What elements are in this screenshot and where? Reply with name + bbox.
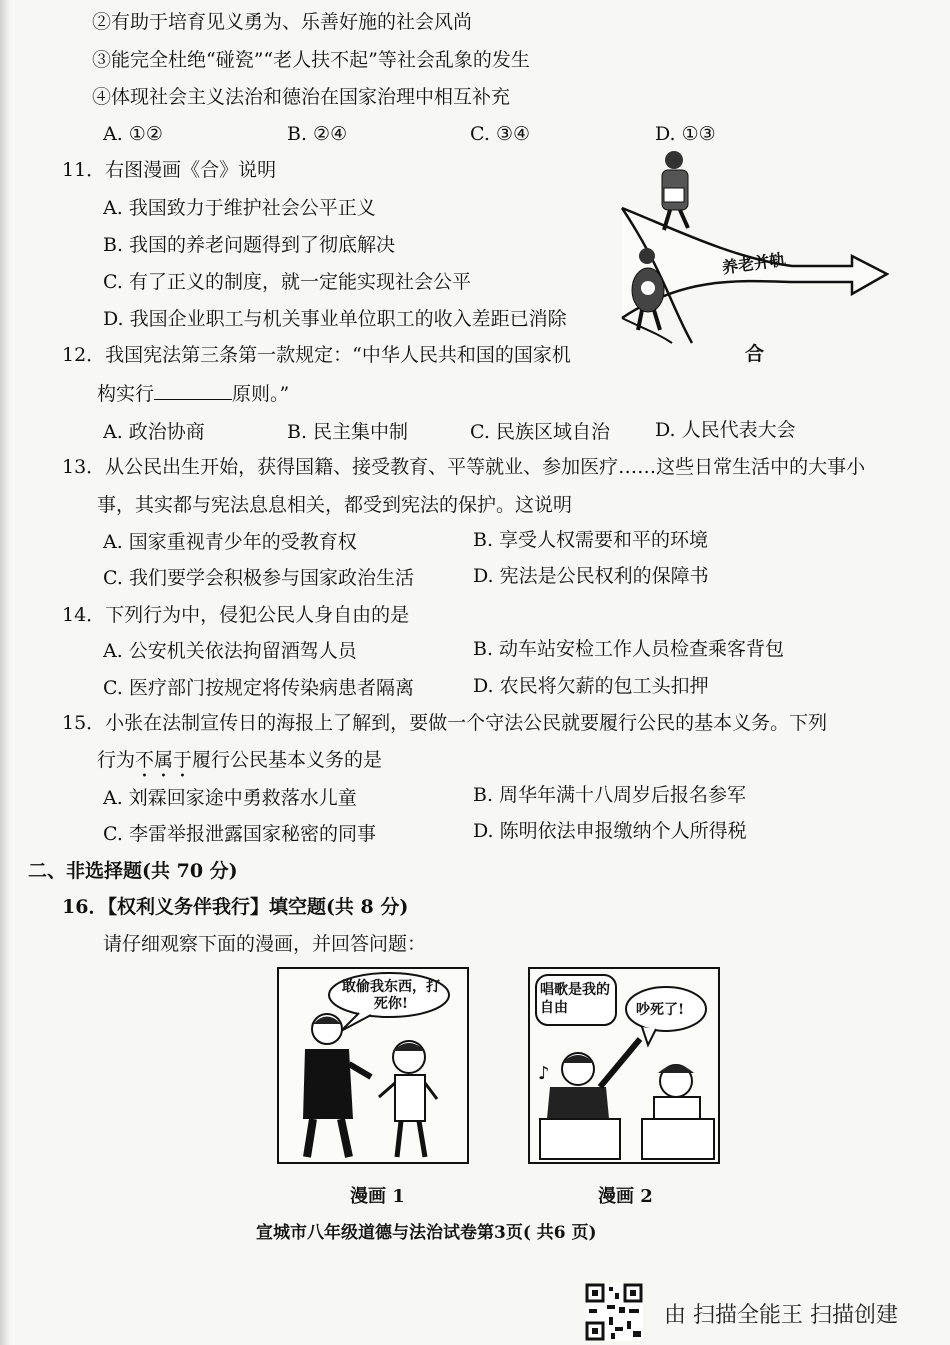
comic-2-speech-bubble-left: 唱歌是我的自由 (540, 982, 610, 1016)
q14-option-a: A. 公安机关依法拘留酒驾人员 (103, 640, 357, 662)
q11-option-a: A. 我国致力于维护社会公平正义 (103, 197, 376, 219)
scan-edge-shadow (0, 0, 10, 1345)
section-2-title: 二、非选择题(共 70 分) (28, 860, 238, 882)
q14-option-b: B. 动车站安检工作人员检查乘客背包 (473, 638, 785, 660)
q13-option-c: C. 我们要学会积极参与国家政治生活 (103, 567, 414, 589)
q14-option-c: C. 医疗部门按规定将传染病患者隔离 (103, 677, 414, 699)
q13-option-d: D. 宪法是公民权利的保障书 (473, 565, 709, 587)
q11-cartoon-he (612, 148, 902, 348)
q10-item-4: ④体现社会主义法治和德治在国家治理中相互补充 (92, 86, 511, 108)
q11-cartoon-title: 合 (745, 343, 765, 365)
q10-option-c: C. ③④ (470, 123, 531, 145)
q13-option-a: A. 国家重视青少年的受教育权 (103, 531, 357, 553)
q15-stem-part1: 行为 (97, 749, 136, 771)
q14-stem: 14．下列行为中，侵犯公民人身自由的是 (62, 604, 410, 626)
q14-option-d: D. 农民将欠薪的包工头扣押 (473, 675, 709, 697)
q10-item-2: ②有助于培育见义勇为、乐善好施的社会风尚 (92, 11, 473, 33)
q12-option-b: B. 民主集中制 (287, 421, 409, 443)
q11-option-b: B. 我国的养老问题得到了彻底解决 (103, 234, 396, 256)
qr-code-icon (585, 1283, 643, 1341)
q15-option-a: A. 刘霖回家途中勇救落水儿童 (103, 787, 357, 809)
q11-option-c: C. 有了正义的制度，就一定能实现社会公平 (103, 271, 471, 293)
q12-stem-before-blank: 构实行 (97, 383, 155, 405)
q11-option-d: D. 我国企业职工与机关事业单位职工的收入差距已消除 (103, 308, 567, 330)
q11-cartoon-arrow-text: 养老并轨 (720, 249, 787, 278)
comic-1-speech-bubble: 敢偷我东西，打死你! (342, 979, 440, 1012)
q16-title: 16．【权利义务伴我行】填空题(共 8 分) (62, 896, 409, 918)
comic-1-caption: 漫画 1 (350, 1186, 405, 1207)
comic-2 (528, 967, 720, 1164)
q10-item-3: ③能完全杜绝“碰瓷”“老人扶不起”等社会乱象的发生 (92, 49, 530, 71)
q15-emphasis-not: 不属于 (135, 749, 193, 771)
q16-instruction: 请仔细观察下面的漫画，并回答问题： (103, 933, 427, 955)
svg-text:♪: ♪ (538, 1063, 550, 1084)
q12-answer-blank (154, 381, 232, 400)
q11-stem: 11．右图漫画《合》说明 (62, 159, 277, 181)
q12-option-d: D. 人民代表大会 (655, 419, 796, 441)
q10-option-d: D. ①③ (655, 123, 716, 145)
q13-option-b: B. 享受人权需要和平的环境 (473, 529, 709, 551)
q12-stem-line2 (97, 381, 289, 406)
q12-stem-line1: 12．我国宪法第三条第一款规定：“中华人民共和国的国家机 (62, 344, 571, 366)
q10-option-a: A. ①② (103, 123, 163, 145)
q13-stem-line2: 事，其实都与宪法息息相关，都受到宪法的保护。这说明 (97, 494, 573, 516)
q15-option-b: B. 周华年满十八周岁后报名参军 (473, 784, 747, 806)
comic-2-caption: 漫画 2 (598, 1186, 653, 1207)
q12-option-c: C. 民族区域自治 (470, 421, 610, 443)
q15-stem-line2 (97, 748, 382, 782)
scanner-watermark: 由 扫描全能王 扫描创建 (664, 1303, 898, 1328)
q15-option-c: C. 李雷举报泄露国家秘密的同事 (103, 823, 376, 845)
q13-stem-line1: 13．从公民出生开始，获得国籍、接受教育、平等就业、参加医疗……这些日常生活中的大事小 (62, 456, 866, 478)
q15-stem-part2: 履行公民基本义务的是 (192, 749, 383, 771)
q12-option-a: A. 政治协商 (103, 421, 205, 443)
comic-2-speech-bubble-right: 吵死了! (636, 1002, 685, 1018)
q15-option-d: D. 陈明依法申报缴纳个人所得税 (473, 820, 747, 842)
page-footer: 宣城市八年级道德与法治试卷第3页( 共6 页) (256, 1223, 597, 1243)
comic-1 (277, 967, 469, 1164)
q12-stem-after-blank: 原则。” (232, 383, 290, 405)
q15-stem-line1: 15．小张在法制宣传日的海报上了解到，要做一个守法公民就要履行公民的基本义务。下列 (62, 712, 828, 734)
q10-option-b: B. ②④ (287, 123, 348, 145)
